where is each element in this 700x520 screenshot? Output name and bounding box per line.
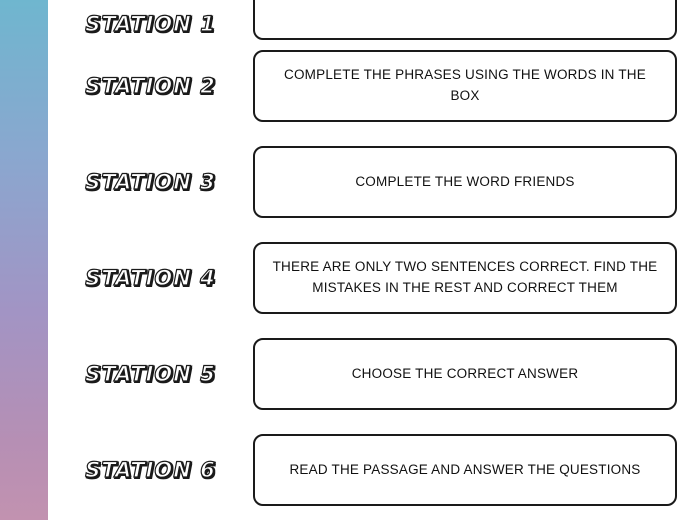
station-row xyxy=(48,0,700,40)
station-label-2: STATION 2 xyxy=(85,74,216,98)
station-row xyxy=(48,146,700,218)
station-task-box-3 xyxy=(253,146,677,218)
station-label-3: STATION 3 xyxy=(85,170,216,194)
station-row xyxy=(48,434,700,506)
station-label-1: STATION 1 xyxy=(85,12,216,36)
station-row xyxy=(48,242,700,314)
station-task-box-5 xyxy=(253,338,677,410)
station-label-4: STATION 4 xyxy=(85,266,216,290)
station-label-5: STATION 5 xyxy=(85,362,216,386)
station-task-text-3: COMPLETE THE WORD FRIENDS xyxy=(355,173,575,189)
station-row xyxy=(48,50,700,122)
station-row xyxy=(48,338,700,410)
station-task-box-4 xyxy=(253,242,677,314)
station-list xyxy=(48,0,700,520)
station-task-text-2: COMPLETE THE PHRASES USING THE WORDS IN THE BOX xyxy=(284,67,646,103)
station-task-text-5: CHOOSE THE CORRECT ANSWER xyxy=(351,365,579,381)
station-label-6: STATION 6 xyxy=(85,458,216,482)
station-task-box-1 xyxy=(253,0,677,40)
station-task-text-4: THERE ARE ONLY TWO SENTENCES CORRECT. FIND THE MISTAKES IN THE REST AND CORRECT THEM xyxy=(272,259,658,295)
decorative-gradient-bar xyxy=(0,0,48,520)
station-task-box-2 xyxy=(253,50,677,122)
station-task-text-6: READ THE PASSAGE AND ANSWER THE QUESTIONS xyxy=(289,461,641,477)
station-task-box-6 xyxy=(253,434,677,506)
